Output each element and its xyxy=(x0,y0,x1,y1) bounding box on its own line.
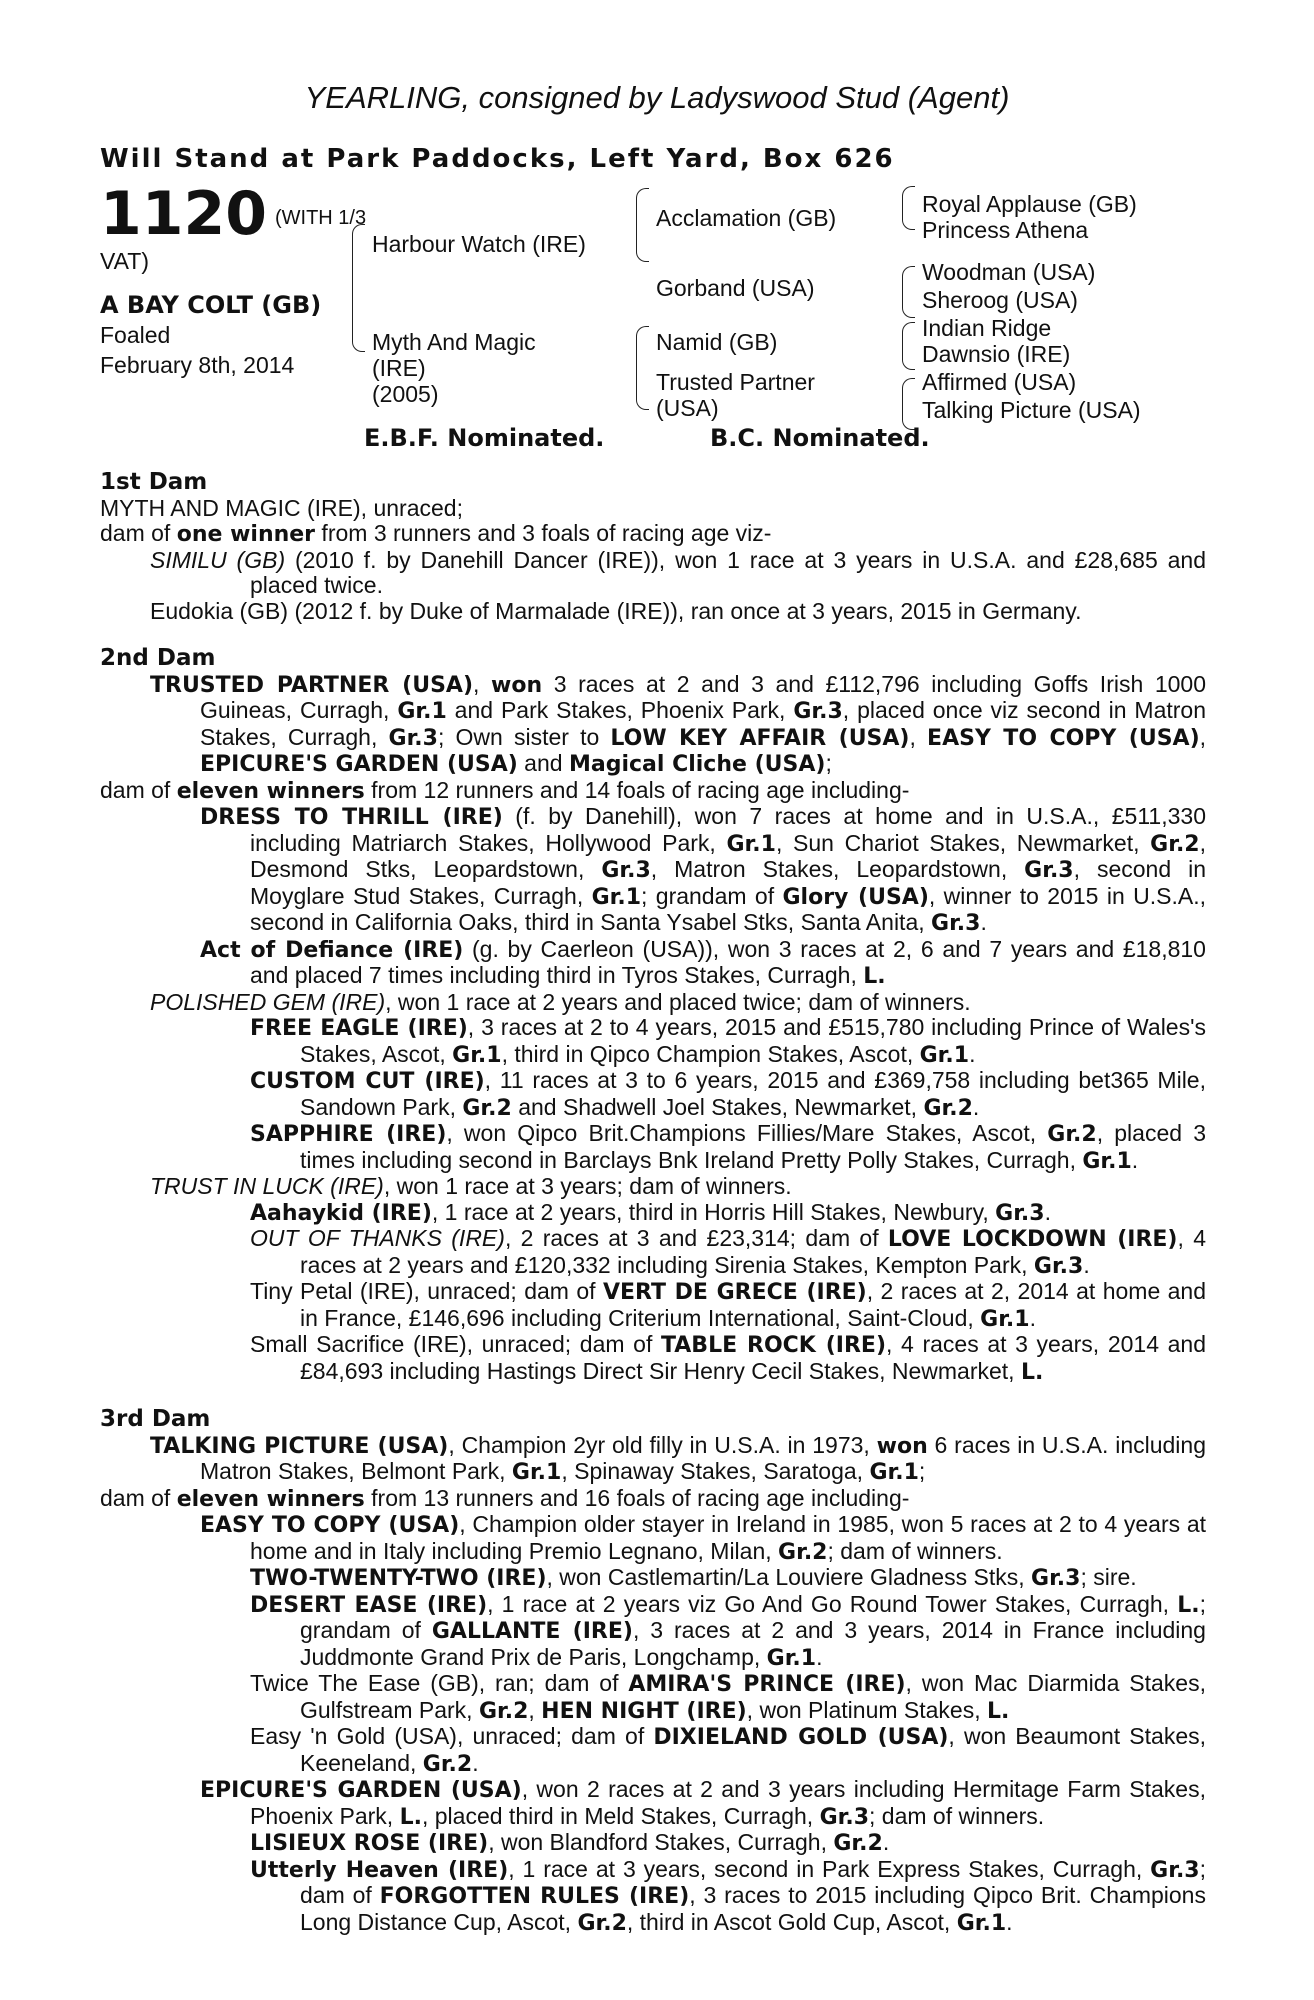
vat-note-continued: VAT) xyxy=(100,248,149,274)
pedigree-ss-sire: Royal Applause (GB) xyxy=(922,191,1137,217)
pedigree-dam-dam: Trusted Partner xyxy=(656,369,815,395)
brace-dam-parents xyxy=(636,326,649,410)
pedigree-sd-sire: Woodman (USA) xyxy=(922,259,1096,285)
produce-small-sacrifice: Small Sacrifice (IRE), unraced; dam of TABLE ROCK (IRE), 4 races at 3 years, 2014 and £84,693 including Hastings Direct Sir Henry Cecil Stakes, Newmarket, L. xyxy=(250,1331,1206,1385)
pedigree-ds-dam: Dawnsio (IRE) xyxy=(922,341,1071,367)
produce-act-of-defiance: Act of Defiance (IRE) (g. by Caerleon (USA)), won 3 races at 2, 6 and 7 years and £18,810 and placed 7 times including third in Tyros Stakes, Curragh, L. xyxy=(200,935,1206,989)
produce-trust-in-luck: TRUST IN LUCK (IRE), won 1 race at 3 years; dam of winners. xyxy=(150,1173,792,1199)
pedigree-dd-sire: Affirmed (USA) xyxy=(922,369,1077,395)
foaled-label: Foaled xyxy=(100,322,171,348)
pedigree-ds-sire: Indian Ridge xyxy=(922,315,1052,341)
second-dam-title: 2nd Dam xyxy=(100,645,216,671)
pedigree-dam: Myth And Magic xyxy=(372,329,536,355)
produce-sapphire: SAPPHIRE (IRE), won Qipco Brit.Champions Fillies/Mare Stakes, Ascot, Gr.2, placed 3 times including second in Barclays Bnk Ireland Pretty Polly Stakes, Curragh, Gr.1. xyxy=(250,1120,1206,1174)
brace-sire-dam xyxy=(352,224,365,352)
produce-custom-cut: CUSTOM CUT (IRE), 11 races at 3 to 6 years, 2015 and £369,758 including bet365 Mile, Sandown Park, Gr.2 and Shadwell Joel Stakes, Newmarket, Gr.2. xyxy=(250,1067,1206,1121)
pedigree-ss-dam: Princess Athena xyxy=(922,217,1089,243)
second-dam-produce-summary: dam of eleven winners from 12 runners and 14 foals of racing age including- xyxy=(100,776,910,804)
pedigree-dam-year: (2005) xyxy=(372,381,439,407)
produce-easy-to-copy: EASY TO COPY (USA), Champion older stayer in Ireland in 1985, won 5 races at 2 to 4 years at home and in Italy including Premio Legnano, Milan, Gr.2; dam of winners. xyxy=(200,1511,1206,1565)
first-dam-title: 1st Dam xyxy=(100,469,208,495)
stable-location: Will Stand at Park Paddocks, Left Yard, Box 626 xyxy=(100,144,895,174)
foaled-date: February 8th, 2014 xyxy=(100,352,295,378)
produce-eudokia: Eudokia (GB) (2012 f. by Duke of Marmalade (IRE)), ran once at 3 years, 2015 in Germany. xyxy=(150,597,1082,624)
produce-free-eagle: FREE EAGLE (IRE), 3 races at 2 to 4 years, 2015 and £515,780 including Prince of Wales's Stakes, Ascot, Gr.1, third in Qipco Champion Stakes, Ascot, Gr.1. xyxy=(250,1014,1206,1068)
produce-polished-gem: POLISHED GEM (IRE), won 1 race at 2 years and placed twice; dam of winners. xyxy=(150,988,971,1015)
first-dam-line: MYTH AND MAGIC (IRE), unraced; xyxy=(100,494,463,521)
third-dam-talking-picture: TALKING PICTURE (USA), Champion 2yr old filly in U.S.A. in 1973, won 6 races in U.S.A. including Matron Stakes, Belmont Park, Gr.1, Spinaway Stakes, Saratoga, Gr.1; xyxy=(150,1431,1206,1485)
produce-dress-to-thrill: DRESS TO THRILL (IRE) (f. by Danehill), won 7 races at home and in U.S.A., £511,330 including Matriarch Stakes, Hollywood Park, Gr.1, Sun Chariot Stakes, Newmarket, Gr.2, Desmond Stks, Leopardstown, Gr.3, Matron Stakes, Leopardstown, Gr.3, second in Moyglare Stud Stakes, Curragh, Gr.1; grandam of Glory (USA), winner to 2015 in U.S.A., second in California Oaks, third in Santa Ysabel Stks, Santa Anita, Gr.3. xyxy=(200,803,1206,936)
pedigree-chart xyxy=(0,0,1314,460)
produce-out-of-thanks: OUT OF THANKS (IRE), 2 races at 3 and £23,314; dam of LOVE LOCKDOWN (IRE), 4 races at 2 years and £120,332 including Sirenia Stakes, Kempton Park, Gr.3. xyxy=(250,1225,1206,1279)
first-dam-produce-summary: dam of one winner from 3 runners and 3 foals of racing age viz- xyxy=(100,520,772,547)
ebf-nominated: E.B.F. Nominated. xyxy=(364,424,605,452)
page-header: YEARLING, consigned by Ladyswood Stud (Agent) xyxy=(304,80,1010,115)
brace-gen3-c xyxy=(902,322,915,370)
bc-nominated: B.C. Nominated. xyxy=(710,424,930,452)
third-dam-title: 3rd Dam xyxy=(100,1406,211,1432)
produce-lisieux-rose: LISIEUX ROSE (IRE), won Blandford Stakes, Curragh, Gr.2. xyxy=(250,1829,890,1856)
pedigree-dam-sire: Namid (GB) xyxy=(656,329,778,355)
produce-epicures-garden: EPICURE'S GARDEN (USA), won 2 races at 2 and 3 years including Hermitage Farm Stakes, Phoenix Park, L., placed third in Meld Stakes, Curragh, Gr.3; dam of winners. xyxy=(200,1776,1206,1830)
lot-title: A BAY COLT (GB) xyxy=(100,291,322,319)
vat-note: (WITH 1/3 xyxy=(275,207,367,229)
pedigree-notes xyxy=(100,470,1206,1936)
produce-easy-n-gold: Easy 'n Gold (USA), unraced; dam of DIXIELAND GOLD (USA), won Beaumont Stakes, Keeneland, Gr.2. xyxy=(250,1723,1206,1777)
lot-number: 1120 xyxy=(100,179,267,249)
pedigree-dd-dam: Talking Picture (USA) xyxy=(922,397,1141,423)
brace-gen3-b xyxy=(902,266,915,318)
second-dam-trusted-partner: TRUSTED PARTNER (USA), won 3 races at 2 and 3 and £112,796 including Goffs Irish 1000 Guineas, Curragh, Gr.1 and Park Stakes, Phoenix Park, Gr.3, placed once viz second in Matron Stakes, Curragh, Gr.3; Own sister to LOW KEY AFFAIR (USA), EASY TO COPY (USA), EPICURE'S GARDEN (USA) and Magical Cliche (USA); xyxy=(150,670,1207,777)
pedigree-sd-dam: Sheroog (USA) xyxy=(922,287,1078,313)
produce-tiny-petal: Tiny Petal (IRE), unraced; dam of VERT DE GRECE (IRE), 2 races at 2, 2014 at home and in France, £146,696 including Criterium International, Saint-Cloud, Gr.1. xyxy=(250,1278,1207,1332)
third-dam-produce-summary: dam of eleven winners from 13 runners and 16 foals of racing age including- xyxy=(100,1484,910,1512)
brace-gen3-d xyxy=(902,378,915,430)
produce-twice-the-ease: Twice The Ease (GB), ran; dam of AMIRA'S PRINCE (IRE), won Mac Diarmida Stakes, Gulfstream Park, Gr.2, HEN NIGHT (IRE), won Platinum Stakes, L. xyxy=(250,1670,1206,1724)
pedigree-dam-dam-country: (USA) xyxy=(656,395,719,421)
produce-aahaykid: Aahaykid (IRE), 1 race at 2 years, third in Horris Hill Stakes, Newbury, Gr.3. xyxy=(250,1198,1051,1226)
pedigree-sire: Harbour Watch (IRE) xyxy=(372,231,586,257)
pedigree-dam-country: (IRE) xyxy=(372,355,426,381)
brace-sire-parents xyxy=(636,188,649,262)
produce-similu: SIMILU (GB) (2010 f. by Danehill Dancer (IRE)), won 1 race at 3 years in U.S.A. and £28,685 and placed twice. xyxy=(150,546,1206,598)
produce-two-twenty-two: TWO-TWENTY-TWO (IRE), won Castlemartin/La Louviere Gladness Stks, Gr.3; sire. xyxy=(250,1564,1137,1591)
produce-utterly-heaven: Utterly Heaven (IRE), 1 race at 3 years, second in Park Express Stakes, Curragh, Gr.3; dam of FORGOTTEN RULES (IRE), 3 races to 2015 including Qipco Brit. Champions Long Distance Cup, Ascot, Gr.2, third in Ascot Gold Cup, Ascot, Gr.1. xyxy=(250,1855,1206,1936)
produce-desert-ease: DESERT EASE (IRE), 1 race at 2 years viz Go And Go Round Tower Stakes, Curragh, L.; grandam of GALLANTE (IRE), 3 races at 2 and 3 years, 2014 in France including Juddmonte Grand Prix de Paris, Longchamp, Gr.1. xyxy=(250,1590,1206,1671)
pedigree-sire-sire: Acclamation (GB) xyxy=(656,205,837,231)
pedigree-sire-dam: Gorband (USA) xyxy=(656,275,815,301)
brace-gen3-a xyxy=(902,186,915,230)
